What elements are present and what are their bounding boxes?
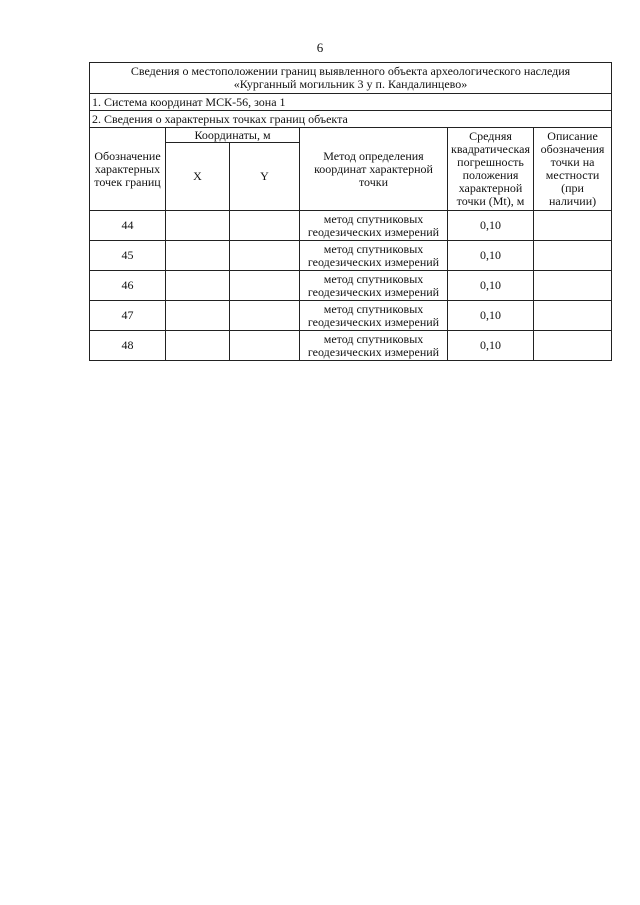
header-row-1 — [90, 128, 612, 143]
description-cell — [534, 331, 612, 361]
method-cell — [300, 241, 448, 271]
method-line: метод спутниковых — [323, 331, 424, 346]
y-cell — [230, 301, 300, 331]
y-cell — [230, 211, 300, 241]
point-number-cell: 48 — [90, 331, 166, 361]
table-title-row — [90, 63, 612, 94]
y-cell — [230, 331, 300, 361]
header-error — [448, 128, 534, 211]
error-cell: 0,10 — [448, 301, 534, 331]
table-row — [90, 331, 612, 361]
y-cell — [230, 271, 300, 301]
header-y: Y — [230, 143, 300, 211]
coordinate-system-row — [90, 94, 612, 111]
header-description-line: точки на — [550, 155, 595, 169]
description-cell — [534, 241, 612, 271]
method-line: метод спутниковых — [323, 301, 424, 316]
header-point-line: точек границ — [94, 174, 161, 189]
header-point-designation — [90, 128, 166, 211]
header-error-line: характерной — [458, 181, 523, 195]
method-cell — [300, 211, 448, 241]
header-description-line: Описание — [547, 129, 598, 143]
table-title-line-1: Сведения о местоположении границ выявленного объекта археологического наследия — [130, 64, 571, 78]
table-row — [90, 271, 612, 301]
header-error-line: положения — [462, 168, 519, 182]
table-row — [90, 301, 612, 331]
points-info-row — [90, 111, 612, 128]
header-method-line: координат характерной — [314, 161, 433, 176]
method-line: геодезических измерений — [307, 254, 440, 269]
header-x: X — [166, 143, 230, 211]
method-cell — [300, 271, 448, 301]
method-line: геодезических измерений — [307, 224, 440, 239]
method-line: метод спутниковых — [323, 241, 424, 256]
y-cell — [230, 241, 300, 271]
method-line: геодезических измерений — [307, 344, 440, 359]
header-description-line: наличии) — [548, 194, 597, 208]
header-description — [534, 128, 612, 211]
description-cell — [534, 271, 612, 301]
x-cell — [166, 271, 230, 301]
method-line: метод спутниковых — [323, 211, 424, 226]
header-description-line: (при — [561, 181, 584, 195]
header-error-line: точки (Mt), м — [456, 194, 525, 208]
points-info-label: 2. Сведения о характерных точках границ объекта — [90, 111, 612, 128]
header-description-line: местности — [545, 168, 600, 182]
error-cell: 0,10 — [448, 241, 534, 271]
header-coordinates: Координаты, м — [166, 128, 300, 143]
description-cell — [534, 211, 612, 241]
table-row — [90, 241, 612, 271]
x-cell — [166, 241, 230, 271]
x-cell — [166, 331, 230, 361]
method-line: геодезических измерений — [307, 284, 440, 299]
error-cell: 0,10 — [448, 211, 534, 241]
description-cell — [534, 301, 612, 331]
header-error-line: квадратическая — [451, 142, 530, 156]
point-number-cell: 47 — [90, 301, 166, 331]
method-cell — [300, 301, 448, 331]
method-line: геодезических измерений — [307, 314, 440, 329]
table-row — [90, 211, 612, 241]
header-method-line: Метод определения — [323, 148, 424, 163]
error-cell: 0,10 — [448, 331, 534, 361]
method-line: метод спутниковых — [323, 271, 424, 286]
method-cell — [300, 331, 448, 361]
table-title — [90, 63, 612, 94]
boundary-points-table — [89, 62, 612, 361]
header-point-line: Обозначение — [94, 148, 161, 163]
x-cell — [166, 301, 230, 331]
header-error-line: погрешность — [457, 155, 524, 169]
header-description-line: обозначения — [540, 142, 605, 156]
table-title-line-2: «Курганный могильник 3 у п. Кандалинцево» — [233, 77, 468, 91]
header-method — [300, 128, 448, 211]
error-cell: 0,10 — [448, 271, 534, 301]
point-number-cell: 45 — [90, 241, 166, 271]
header-error-line: Средняя — [469, 129, 512, 143]
header-method-line: точки — [358, 174, 389, 189]
point-number-cell: 46 — [90, 271, 166, 301]
point-number-cell: 44 — [90, 211, 166, 241]
header-point-line: характерных — [94, 161, 161, 176]
x-cell — [166, 211, 230, 241]
coordinate-system-label: 1. Система координат МСК-56, зона 1 — [90, 94, 612, 111]
page-number: 6 — [316, 40, 324, 55]
